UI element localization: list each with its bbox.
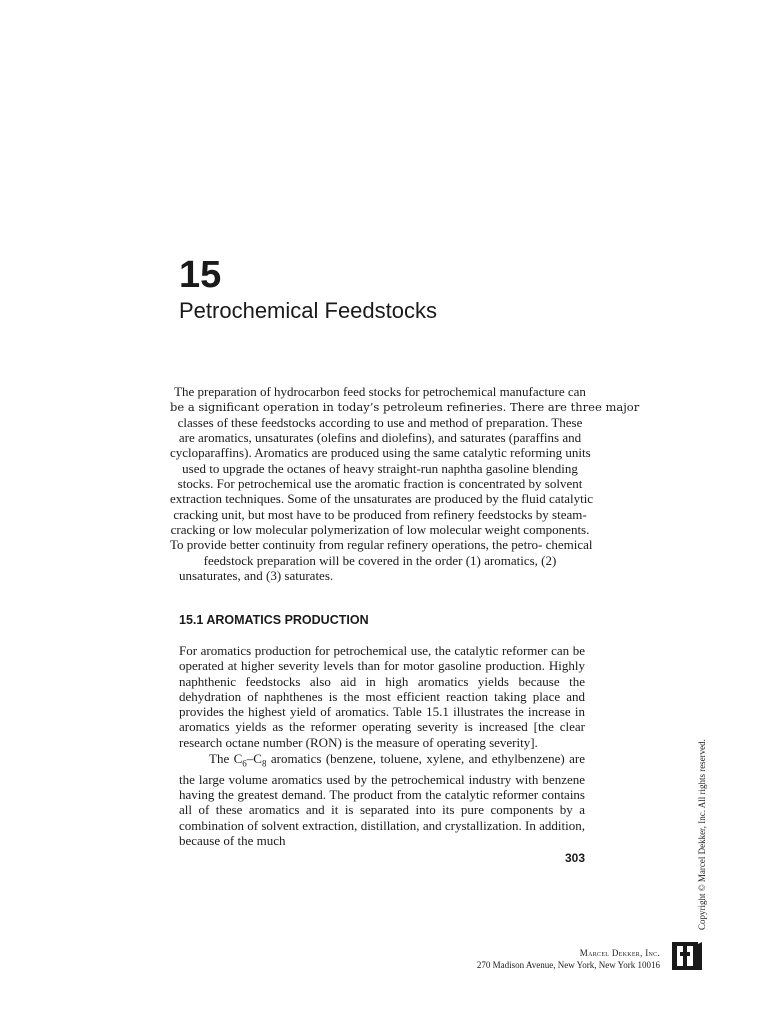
copyright-notice: Copyright © Marcel Dekker, Inc. All rights reserved. (697, 739, 707, 930)
text-run: –C (246, 751, 262, 766)
subscript: 8 (261, 758, 267, 769)
intro-line: The preparation of hydrocarbon feed stocks for petrochemical manufacture can (174, 384, 586, 399)
intro-line: stocks. For petrochemical use the aromatic fraction is concentrated by solvent (177, 476, 583, 491)
subscript: 6 (242, 758, 247, 769)
intro-line: are aromatics, unsaturates (olefins and diolefins), and saturates (paraffins and (178, 430, 582, 445)
intro-line: cracking or low molecular polymerization of low molecular weight components. (170, 522, 590, 537)
intro-line: feedstock preparation will be covered in the order (1) aromatics, (2) (203, 553, 557, 568)
page-number: 303 (565, 851, 586, 865)
body-paragraph: For aromatics production for petrochemical use, the catalytic reformer can be operated at higher severity levels than for motor gasoline production. Highly naphthenic feedstocks also aid in high aromatics yields because the dehydration of naphthenes is the most efficient reaction taking place and provides the highest yield of aromatics. Table 15.1 illustrates the increase in aromatics yields as the reformer operating severity is increased [the clear research octane number (RON) is the measure of operating severity]. (179, 643, 585, 750)
text-run: aromatics (benzene, toluene, xylene, and ethylbenzene) are the large volume aromatics used by the petrochemical industry with benzene having the greatest demand. The product from the catalytic reformer contains all of these aromatics and it is separated into its pure components by a combination of solvent extraction, distillation, and crystallization. In addition, because of the much (179, 751, 585, 849)
intro-line: extraction techniques. Some of the unsaturates are produced by the fluid catalytic (170, 491, 594, 506)
section-heading: 15.1 AROMATICS PRODUCTION (179, 613, 369, 627)
intro-line: classes of these feedstocks according to use and method of preparation. These (177, 415, 583, 430)
intro-line: cracking unit, but most have to be produced from refinery feedstocks by steam- (173, 507, 587, 522)
intro-line: unsaturates, and (3) saturates. (179, 568, 334, 583)
intro-line: be a significant operation in today’s petroleum refineries. There are three major (170, 400, 640, 414)
publisher-address: 270 Madison Avenue, New York, New York 10016 (476, 960, 660, 970)
text-run: The C (209, 751, 243, 766)
publisher-logo-icon (668, 938, 704, 974)
intro-line: To provide better continuity from regular refinery operations, the petro- chemical (170, 537, 593, 552)
publisher-name: Marcel Dekker, Inc. (579, 948, 660, 958)
chapter-title: Petrochemical Feedstocks (179, 298, 437, 323)
intro-line: used to upgrade the octanes of heavy straight-run naphtha gasoline blending (182, 461, 578, 476)
intro-line: cycloparaffins). Aromatics are produced using the same catalytic reforming units (170, 445, 591, 460)
chapter-number: 15 (179, 254, 222, 296)
body-paragraph (179, 751, 585, 848)
